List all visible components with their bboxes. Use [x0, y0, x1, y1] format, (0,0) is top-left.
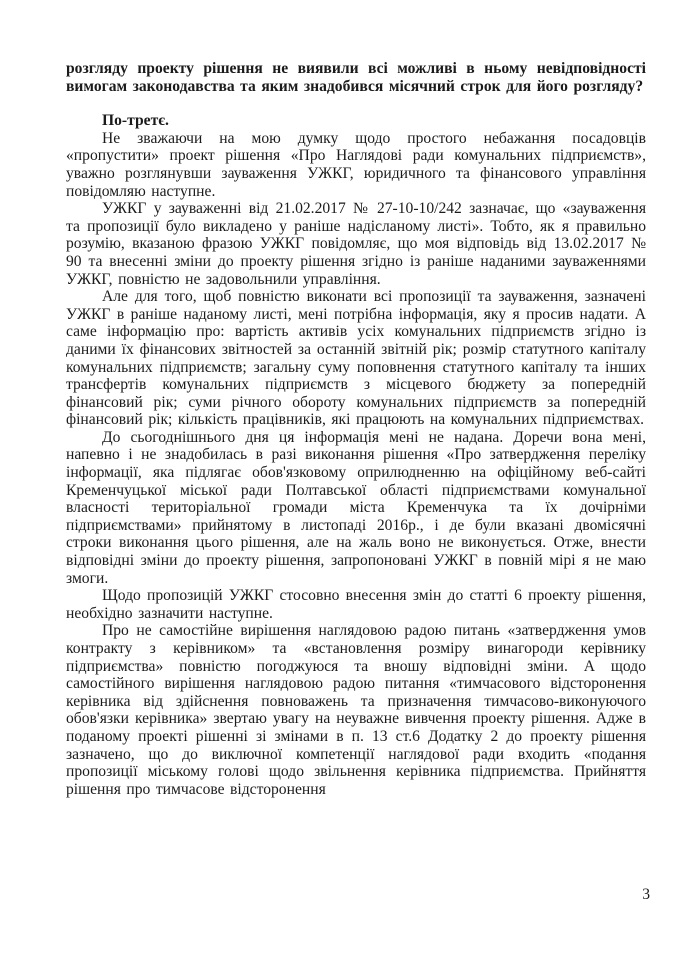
paragraph-article6-intro: Щодо пропозицій УЖКГ стосовно внесення змін до статті 6 проекту рішення, необхідно зазначити наступне.: [66, 587, 646, 622]
paragraph-requested-information: Але для того, щоб повністю виконати всі пропозиції та зауваження, зазначені УЖКГ в раніше наданому листі, мені потрібна інформація, яку я просив надати. А саме інформацію про: вартість активів усіх комунальних підприємств згідно із даними їх фінансових звітностей за останній звітній рік; розмір статутного капіталу комунальних підприємств; загальну суму поповнення статутного капіталу та інших трансфертів комунальних підприємств з місцевого бюджету за попередній фінансовий рік; суми річного обороту комунальних підприємств за попередній фінансовий рік; кількість працівників, які працюють на комунальних підприємствах.: [66, 288, 646, 429]
section-heading-po-tretye: По-третє.: [102, 112, 169, 130]
document-body: [66, 60, 646, 798]
paragraph-continuation-question: розгляду проекту рішення не виявили всі можливі в ньому невідповідності вимогам законодавства та яким знадобився місячний строк для його розгляду?: [66, 60, 646, 95]
paragraph-supervisory-board-powers: Про не самостійне вирішення наглядовою радою питань «затвердження умов контракту з керівником» та «встановлення розміру винагороди керівнику підприємства» повністю погоджуюся та вношу відповідні зміни. А щодо самостійного вирішення наглядовою радою питання «тимчасового відсторонення керівника від здійснення повноважень та призначення тимчасово-виконуючого обов'язки керівника» звертаю увагу на неуважне вивчення проекту рішення. Адже в поданому проекті рішенні зі змінами в п. 13 ст.6 Додатку 2 до проекту рішення зазначено, що до виключної компетенції наглядової ради входить «подання пропозиції міському голові щодо звільнення керівника підприємства. Прийняття рішення про тимчасове відсторонення: [66, 622, 646, 798]
paragraph-intro: Не зважаючи на мою думку щодо простого небажання посадовців «пропустити» проект рішення «Про Наглядові ради комунальних підприємств», уважно розглянувши зауваження УЖКГ, юридичного та фінансового управління повідомляю наступне.: [66, 129, 646, 200]
page-number: 3: [642, 886, 650, 903]
paragraph-information-not-provided: До сьогоднішнього дня ця інформація мені не надана. Доречи вона мені, напевно і не знадобилась в разі виконання рішення «Про затвердження переліку інформації, яка підлягає обов'язковому оприлюдненню на офіційному веб-сайті Кременчуцької міської ради Полтавської області підприємствами комунальної власності територіальної громади міста Кременчука та їх дочірніми підприємствами» прийнятому в листопаді 2016р., і де були вказані двомісячні строки виконання цього рішення, але на жаль воно не виконується. Отже, внести відповідні зміни до проекту рішення, запропоновані УЖКГ в повній мірі я не маю змоги.: [66, 428, 646, 587]
paragraph-uzhkg-remark: УЖКГ у зауваженні від 21.02.2017 № 27-10-10/242 зазначає, що «зауваження та пропозиції було викладено у раніше надісланому листі». Тобто, як я правильно розумію, вказаною фразою УЖКГ повідомляє, що моя відповідь від 13.02.2017 № 90 та внесенні зміни до проекту рішення згідно із раніше наданими зауваженнями УЖКГ, повністю не задовольнили управління.: [66, 200, 646, 288]
